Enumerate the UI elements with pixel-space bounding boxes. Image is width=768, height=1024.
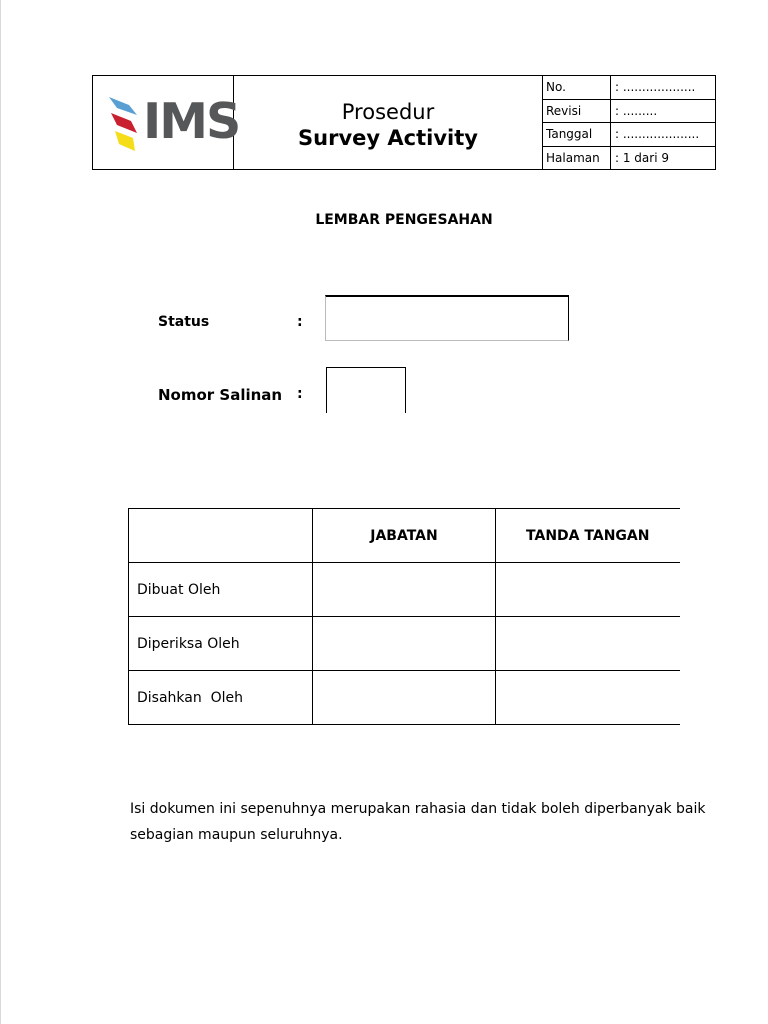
table-header-row: [129, 509, 680, 563]
meta-key: Revisi: [543, 99, 611, 123]
table-row: [129, 671, 680, 725]
row-label: Dibuat Oleh: [129, 563, 313, 617]
status-colon: :: [297, 314, 303, 330]
section-title: [0, 212, 768, 228]
meta-value: : ...................: [611, 76, 716, 100]
salinan-colon: :: [297, 386, 303, 402]
doc-title-line1: Prosedur: [341, 99, 435, 124]
section-title-text: LEMBAR PENGESAHAN: [315, 212, 493, 228]
table-header-cell: JABATAN: [313, 509, 496, 563]
table-row: [129, 563, 680, 617]
meta-key: Halaman: [543, 146, 611, 170]
confidentiality-note: Isi dokumen ini sepenuhnya merupakan rahasia dan tidak boleh diperbanyak baik sebagian maupun seluruhnya.: [130, 801, 706, 843]
logo-text: IMS: [143, 93, 240, 150]
doc-title-line2: Survey Activity: [298, 125, 478, 150]
salinan-field[interactable]: [326, 367, 406, 413]
row-label: Disahkan Oleh: [129, 671, 313, 725]
signature-cell[interactable]: [496, 671, 680, 725]
page-edge: [0, 0, 1, 1024]
logo-stripes-icon: [107, 93, 147, 155]
meta-value: : ....................: [611, 123, 716, 147]
meta-key: No.: [543, 76, 611, 100]
signature-cell[interactable]: [496, 563, 680, 617]
approval-table: [128, 508, 680, 725]
logo-cell: [93, 76, 240, 170]
meta-value: : .........: [611, 99, 716, 123]
row-label: Diperiksa Oleh: [129, 617, 313, 671]
signature-cell[interactable]: [496, 617, 680, 671]
jabatan-cell[interactable]: [313, 671, 496, 725]
table-header-cell: [129, 509, 313, 563]
meta-key: Tanggal: [543, 123, 611, 147]
title-cell: [234, 76, 543, 170]
meta-value: : 1 dari 9: [611, 146, 716, 170]
table-header-cell: TANDA TANGAN: [496, 509, 680, 563]
status-field[interactable]: [325, 295, 569, 341]
ims-logo: [107, 93, 240, 155]
salinan-label: Nomor Salinan: [158, 386, 283, 404]
jabatan-cell[interactable]: [313, 617, 496, 671]
table-row: [129, 617, 680, 671]
document-header: [92, 75, 716, 170]
status-label: Status: [158, 314, 210, 330]
jabatan-cell[interactable]: [313, 563, 496, 617]
